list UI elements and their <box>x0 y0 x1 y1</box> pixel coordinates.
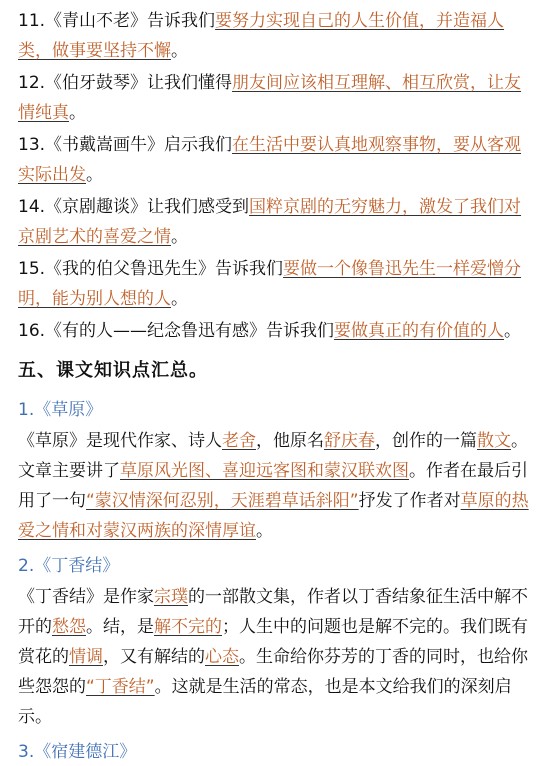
item-punctuation: 。 <box>504 321 522 341</box>
lesson-caoyuan <box>18 396 536 546</box>
item-punctuation: 。 <box>171 227 188 247</box>
paragraph-text: ，又有解结的 <box>103 647 205 667</box>
item-number: 12. <box>18 73 46 93</box>
item-punctuation: 。 <box>86 165 103 185</box>
answer-highlight: 草原的热爱之情和对蒙汉两族的深情厚谊 <box>18 491 529 541</box>
item-number: 13. <box>18 135 46 155</box>
item-number: 11. <box>18 11 46 31</box>
paragraph-text: ，创作的一篇 <box>375 431 477 451</box>
answer-highlight: 草原风光图、喜迎远客图和蒙汉联欢图 <box>120 461 409 481</box>
section-heading: 五、课文知识点汇总。 <box>18 360 208 381</box>
item-text: 《有的人——纪念鲁迅有感》告诉我们 <box>45 321 335 341</box>
answer-highlight: 在生活中要认真地观察事物，要从客观实际出发 <box>18 135 522 185</box>
paragraph-text: ；人生中的问题也是解不完的。我们既有赏花的 <box>18 617 528 667</box>
lesson-title: 2.《丁香结》 <box>18 556 120 576</box>
answer-highlight: 情调 <box>69 647 103 667</box>
answer-highlight: 愁怨 <box>52 617 86 637</box>
item-number: 15. <box>18 259 46 279</box>
paragraph-text: 的一部散文集，作者以丁香结象征生活中解不开的 <box>18 587 528 637</box>
item-text: 《京剧趣谈》让我们感受到 <box>45 197 250 217</box>
paragraph-text: ，他原名 <box>256 431 324 451</box>
paragraph-text: 《草原》是现代作家、诗人 <box>18 431 222 451</box>
item-text: 《我的伯父鲁迅先生》告诉我们 <box>45 259 284 279</box>
lesson-title: 3.《宿建德江》 <box>18 742 137 762</box>
list-item <box>18 6 536 66</box>
list-item <box>18 192 536 252</box>
paragraph-text: 抒发了作者对 <box>358 491 461 511</box>
answer-highlight: 老舍 <box>222 431 256 451</box>
answer-highlight: 心态 <box>205 647 239 667</box>
item-text: 《书戴嵩画牛》启示我们 <box>45 135 233 155</box>
list-item <box>18 254 536 314</box>
paragraph-text: 。文章主要讲了 <box>18 431 528 481</box>
answer-highlight: 要努力实现自己的人生价值，并造福人类，做事要坚持不懈 <box>18 11 505 61</box>
answer-highlight: 要做一个像鲁迅先生一样爱憎分明，能为别人想的人 <box>18 259 522 309</box>
lesson-paragraph <box>18 426 536 546</box>
list-item <box>18 316 536 346</box>
paragraph-text: 。生命给你芬芳的丁香的同时，也给你 <box>239 647 528 667</box>
paragraph-text: 。作者在最后引用了一句 <box>18 461 528 511</box>
paragraph-text: 。这就是生活的常态，也是本文给我们的深刻启示。 <box>18 677 512 727</box>
item-punctuation: 。 <box>171 41 188 61</box>
item-text: 《伯牙鼓琴》让我们懂得 <box>45 73 233 93</box>
item-number: 14. <box>18 197 46 217</box>
lesson-dingxiangjie <box>18 552 536 732</box>
list-item <box>18 68 536 128</box>
answer-highlight: “丁香结” <box>86 677 155 697</box>
lesson-paragraph <box>18 582 536 732</box>
answer-highlight: “蒙汉情深何忍别，天涯碧草话斜阳” <box>86 491 359 511</box>
item-text: 《青山不老》告诉我们 <box>45 11 216 31</box>
answer-highlight: 要做真正的有价值的人 <box>334 321 505 341</box>
item-punctuation: 。 <box>69 103 86 123</box>
paragraph-text: 些怨怨的 <box>18 677 86 697</box>
answer-highlight: 舒庆春 <box>324 431 375 451</box>
answer-highlight: 朋友间应该相互理解、相互欣赏，让友情纯真 <box>18 73 522 123</box>
paragraph-text: 《丁香结》是作家 <box>18 587 154 607</box>
answer-highlight: 国粹京剧的无穷魅力，激发了我们对京剧艺术的喜爱之情 <box>18 197 522 247</box>
item-number: 16. <box>18 321 46 341</box>
answer-highlight: 宗璞 <box>154 587 188 607</box>
summary-list <box>18 6 536 346</box>
paragraph-text: 。结，是 <box>86 617 154 637</box>
answer-highlight: 散文 <box>477 431 511 451</box>
paragraph-text: 。 <box>256 521 273 541</box>
item-punctuation: 。 <box>171 289 188 309</box>
answer-highlight: 解不完的 <box>154 617 222 637</box>
list-item <box>18 130 536 190</box>
lesson-title: 1.《草原》 <box>18 400 103 420</box>
